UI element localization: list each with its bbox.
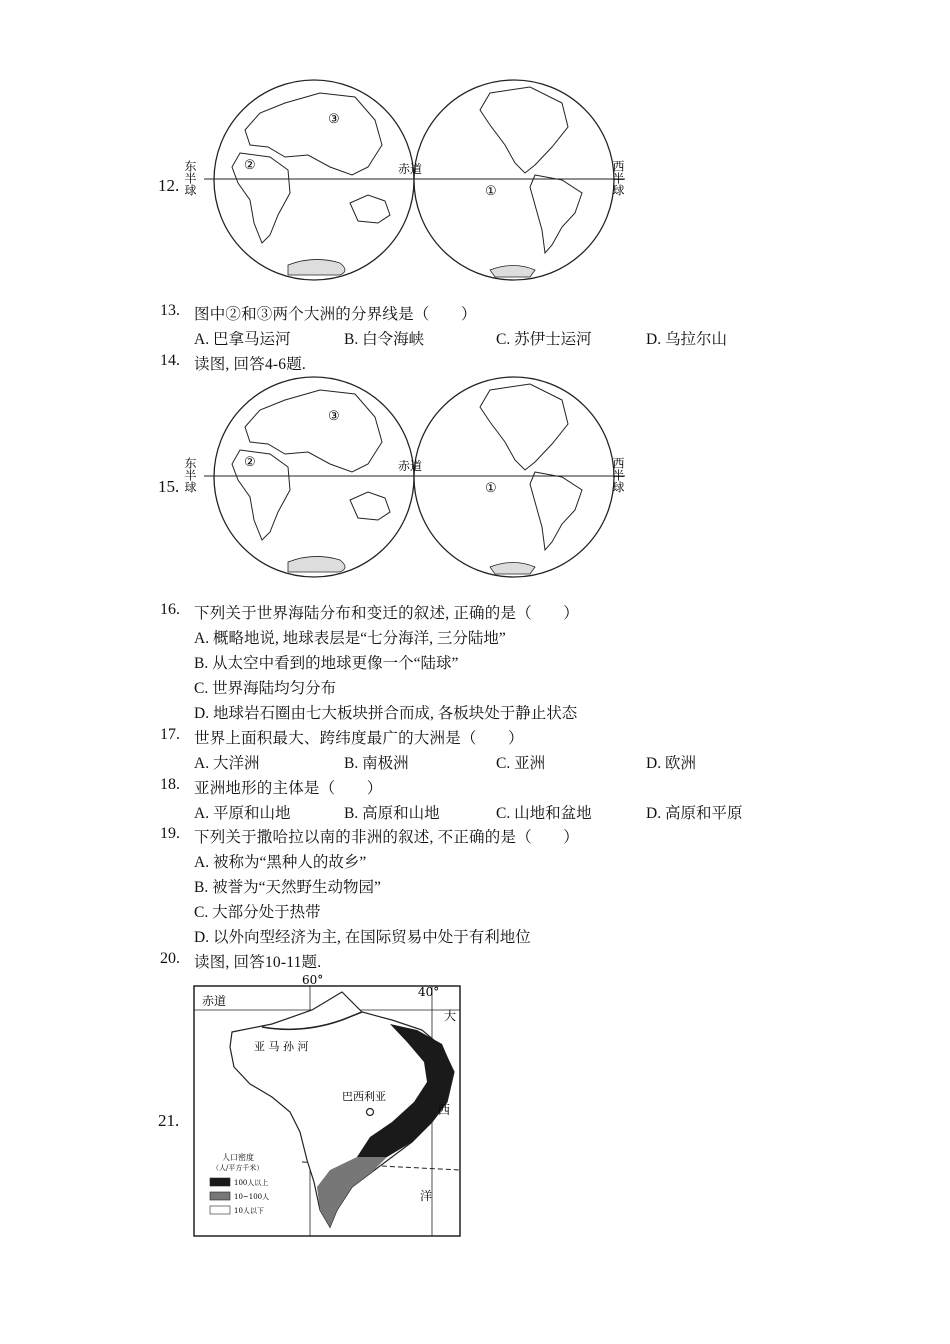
- q18-option-d[interactable]: D. 高原和平原: [646, 805, 743, 822]
- legend-swatch-mid: [210, 1192, 230, 1200]
- label-west-hemisphere: 西半球: [611, 457, 625, 493]
- western-hemisphere: [414, 377, 614, 577]
- question-16-number: 16.: [160, 601, 180, 618]
- q18-option-a[interactable]: A. 平原和山地: [194, 805, 291, 822]
- label-40: 40°: [418, 985, 440, 999]
- label-ocean-2: 西: [438, 1103, 451, 1117]
- q19-option-c[interactable]: C. 大部分处于热带: [194, 904, 321, 921]
- hemisphere-map-q15: [183, 372, 640, 587]
- question-19-text: 下列关于撒哈拉以南的非洲的叙述, 不正确的是（ ）: [194, 829, 579, 846]
- question-18-number: 18.: [160, 776, 180, 793]
- q13-option-b[interactable]: B. 白令海峡: [344, 331, 425, 348]
- q17-option-a[interactable]: A. 大洋洲: [194, 755, 260, 772]
- label-west-hemisphere: 西半球: [611, 160, 625, 196]
- question-17-text: 世界上面积最大、跨纬度最广的大洲是（ ）: [194, 730, 524, 747]
- q13-option-d[interactable]: D. 乌拉尔山: [646, 331, 727, 348]
- legend-title: 人口密度: [222, 1153, 254, 1162]
- q13-option-c[interactable]: C. 苏伊士运河: [496, 331, 592, 348]
- legend-label-high: 100人以上: [234, 1179, 269, 1187]
- q18-option-b[interactable]: B. 高原和山地: [344, 805, 440, 822]
- legend-swatch-low: [210, 1206, 230, 1214]
- legend-label-low: 10人以下: [234, 1207, 264, 1215]
- label-60: 60°: [302, 973, 324, 987]
- question-20-number: 20.: [160, 950, 180, 967]
- western-hemisphere: [414, 80, 614, 280]
- marker-1: ①: [485, 184, 497, 199]
- q16-option-a[interactable]: A. 概略地说, 地球表层是“七分海洋, 三分陆地”: [194, 630, 506, 647]
- brazil-population-map: [192, 972, 464, 1240]
- q13-option-a[interactable]: A. 巴拿马运河: [194, 331, 291, 348]
- marker-3: ③: [328, 409, 340, 424]
- label-east-hemisphere: 东半球: [183, 160, 197, 196]
- question-19-number: 19.: [160, 825, 180, 842]
- question-14-number: 14.: [160, 352, 180, 369]
- marker-1: ①: [485, 481, 497, 496]
- q19-option-d[interactable]: D. 以外向型经济为主, 在国际贸易中处于有利地位: [194, 929, 531, 946]
- question-14-text: 读图, 回答4-6题.: [194, 356, 306, 373]
- brasilia-marker: [367, 1109, 374, 1116]
- label-ocean-3: 洋: [420, 1189, 433, 1203]
- q16-option-b[interactable]: B. 从太空中看到的地球更像一个“陆球”: [194, 655, 459, 672]
- question-15-number: 15.: [158, 477, 180, 496]
- marker-2: ②: [244, 158, 256, 173]
- question-13-text: 图中②和③两个大洲的分界线是（ ）: [194, 306, 477, 323]
- q17-option-d[interactable]: D. 欧洲: [646, 755, 696, 772]
- label-equator: 赤道: [398, 459, 423, 473]
- q17-option-c[interactable]: C. 亚洲: [496, 755, 546, 772]
- label-ocean-1: 大: [444, 1009, 457, 1023]
- eastern-hemisphere: [214, 377, 414, 577]
- marker-2: ②: [244, 455, 256, 470]
- q16-option-d[interactable]: D. 地球岩石圈由七大板块拼合而成, 各板块处于静止状态: [194, 705, 578, 722]
- eastern-hemisphere: [214, 80, 414, 280]
- label-equator: 赤道: [398, 162, 423, 176]
- q18-option-c[interactable]: C. 山地和盆地: [496, 805, 592, 822]
- label-amazon-river: 亚 马 孙 河: [254, 1040, 309, 1053]
- question-21-number: 21.: [158, 1111, 180, 1130]
- label-east-hemisphere: 东半球: [183, 457, 197, 493]
- q19-option-b[interactable]: B. 被誉为“天然野生动物园”: [194, 879, 381, 896]
- label-brasilia: 巴西利亚: [342, 1090, 386, 1103]
- question-13-number: 13.: [160, 302, 180, 319]
- label-equator: 赤道: [202, 994, 227, 1008]
- question-18-text: 亚洲地形的主体是（ ）: [194, 780, 383, 797]
- legend-unit: （人/平方千米）: [212, 1164, 264, 1172]
- legend-label-mid: 10~100人: [234, 1193, 270, 1201]
- q16-option-c[interactable]: C. 世界海陆均匀分布: [194, 680, 337, 697]
- question-20-text: 读图, 回答10-11题.: [194, 954, 322, 971]
- hemisphere-map-q12: [183, 75, 640, 290]
- legend-swatch-high: [210, 1178, 230, 1186]
- marker-3: ③: [328, 112, 340, 127]
- question-12-number: 12.: [158, 176, 180, 195]
- q17-option-b[interactable]: B. 南极洲: [344, 755, 409, 772]
- question-17-number: 17.: [160, 726, 180, 743]
- question-16-text: 下列关于世界海陆分布和变迁的叙述, 正确的是（ ）: [194, 605, 579, 622]
- q19-option-a[interactable]: A. 被称为“黑种人的故乡”: [194, 854, 367, 871]
